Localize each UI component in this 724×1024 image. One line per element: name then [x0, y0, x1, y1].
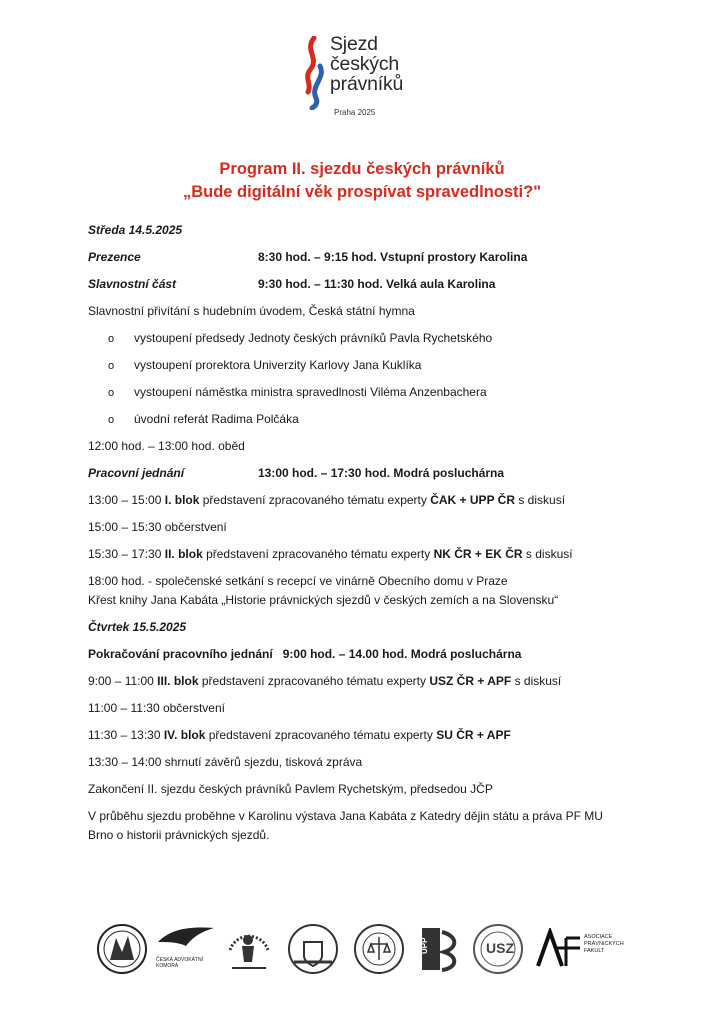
exekutorska-komora-icon	[224, 922, 274, 976]
book-launch-text: Křest knihy Jana Kabáta „Historie právnických sjezdů v českých zemích a na Slovensku“	[88, 593, 559, 607]
list-item: o vystoupení předsedy Jednoty českých právníků Pavla Rychetského	[108, 331, 493, 345]
break2-text: 11:00 – 11:30 občerstvení	[88, 701, 225, 715]
pracovni-value: 13:00 hod. – 17:30 hod. Modrá posluchárna	[258, 466, 505, 480]
sjezd-logo	[300, 34, 460, 124]
continue-row: Pokračování pracovního jednání 9:00 hod. – 14.00 hod. Modrá posluchárna	[88, 647, 522, 661]
upp-logo: UPP	[418, 922, 462, 976]
list-item: o vystoupení prorektora Univerzity Karlovy Jana Kuklíka	[108, 358, 422, 372]
bullet-icon: o	[108, 387, 115, 399]
list-item: o úvodní referát Radima Polčáka	[108, 412, 299, 426]
bullet-icon: o	[108, 414, 115, 426]
exhibit-text: V průběhu sjezdu proběhne v Karolinu výstava Jana Kabáta z Katedry dějin státu a práva PF MU	[88, 809, 603, 823]
slavnostni-value: 9:30 hod. – 11:30 hod. Velká aula Karolina	[258, 277, 496, 291]
soudcovska-unie-icon	[352, 922, 406, 976]
program-content	[88, 222, 648, 854]
list-item: o vystoupení náměstka ministra spravedlnosti Viléma Anzenbachera	[108, 385, 487, 399]
partner-logos	[96, 922, 636, 978]
block1-row: 13:00 – 15:00 I. blok představení zpracovaného tématu experty ČAK + UPP ČR s diskusí	[88, 493, 566, 507]
evening-text: 18:00 hod. - společenské setkání s recepcí ve vinárně Obecního domu v Praze	[88, 574, 508, 588]
page-title: Program II. sjezdu českých právníků	[219, 160, 505, 178]
apf-icon	[536, 928, 582, 968]
usz-logo: USZ	[472, 922, 524, 976]
bullet-icon: o	[108, 360, 115, 372]
break1-text: 15:00 – 15:30 občerstvení	[88, 520, 227, 534]
day2-heading: Čtvrtek 15.5.2025	[88, 620, 187, 634]
prezence-label: Prezence	[88, 250, 141, 264]
page-subtitle: „Bude digitální věk prospívat spravedlnosti?"	[182, 183, 542, 201]
day1-heading: Středa 14.5.2025	[88, 223, 183, 237]
block4-row: 11:30 – 13:30 IV. blok představení zpracovaného tématu experty SU ČR + APF	[88, 728, 511, 742]
block3-row: 9:00 – 11:00 III. blok představení zpracovaného tématu experty USZ ČR + APF s diskusí	[88, 674, 562, 688]
lunch-text: 12:00 hod. – 13:00 hod. oběd	[88, 439, 245, 453]
ceska-advokatni-komora-icon	[156, 922, 216, 952]
closing-text: Zakončení II. sjezdu českých právníků Pavlem Rychetským, předsedou JČP	[88, 782, 493, 796]
prezence-value: 8:30 hod. – 9:15 hod. Vstupní prostory Karolina	[258, 250, 528, 264]
block2-row: 15:30 – 17:30 II. blok představení zpracovaného tématu experty NK ČR + EK ČR s diskusí	[88, 547, 573, 561]
jednota-seal-icon	[96, 922, 148, 976]
welcome-text: Slavnostní přivítání s hudebním úvodem, Česká státní hymna	[88, 304, 415, 318]
summary-text: 13:30 – 14:00 shrnutí závěrů sjezdu, tisková zpráva	[88, 755, 363, 769]
logo-title: Sjezd českých právníků	[330, 33, 404, 95]
pracovni-row	[88, 465, 648, 492]
slavnostni-row	[88, 276, 648, 303]
logo-subtitle: Praha 2025	[334, 108, 376, 117]
apf-logo: ASOCIACE PRÁVNICKÝCH FAKULT	[536, 922, 636, 976]
ceska-advokatni-komora-logo: ČESKÁ ADVOKÁTNÍ KOMORA	[156, 922, 218, 969]
pracovni-label: Pracovní jednání	[88, 466, 185, 480]
bullet-icon: o	[108, 333, 115, 345]
prezence-row	[88, 249, 648, 276]
flame-ribbon-icon	[300, 36, 328, 110]
exhibit-text-2: Brno o historii právnických sjezdů.	[88, 828, 270, 842]
slavnostni-label: Slavnostní část	[88, 277, 177, 291]
notarska-komora-icon	[286, 922, 340, 976]
